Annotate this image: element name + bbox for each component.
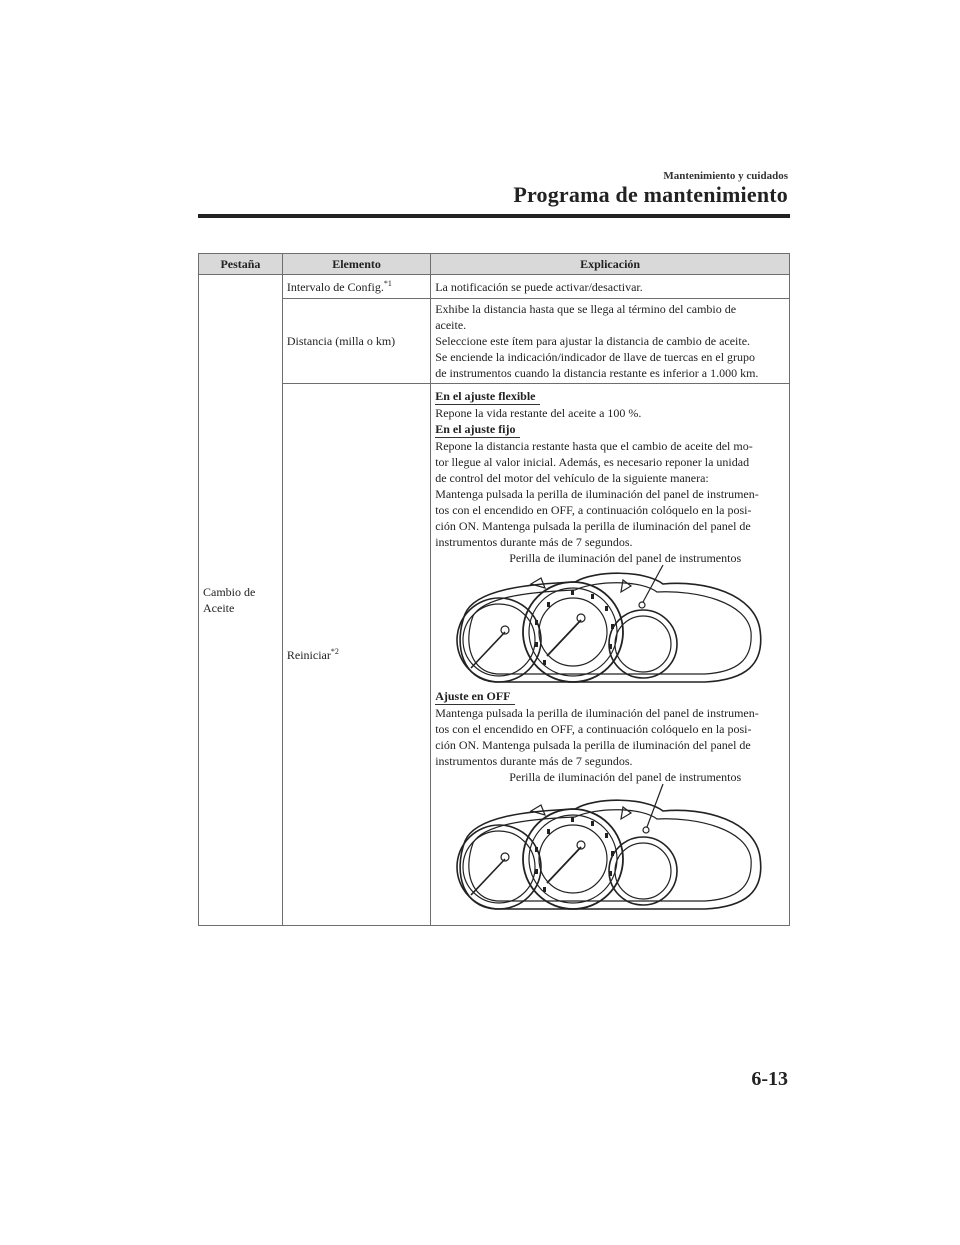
footnote-mark: *2 [330,646,339,656]
header-item: Elemento [282,254,430,275]
explanation-line: aceite. [435,318,467,332]
section-label: Mantenimiento y cuidados [663,170,788,182]
item-label: Distancia (milla o km) [286,334,396,348]
table-row [199,384,790,926]
explanation-line: Repone la vida restante del aceite a 100 %. [435,406,642,420]
table-header-row [199,254,790,275]
header-explanation: Explicación [431,254,790,275]
header-tab: Pestaña [199,254,283,275]
explanation-line: Se enciende la indicación/indicador de llave de tuercas en el grupo [435,350,756,364]
item-label: Intervalo de Config. [286,279,384,294]
item-cell [282,275,430,299]
item-label: Reiniciar [286,647,331,662]
page-title: Programa de mantenimiento [513,182,788,207]
explanation-line: ción ON. Mantenga pulsada la perilla de iluminación del panel de [435,519,751,533]
callout-label: Perilla de iluminación del panel de instrumentos [509,770,742,784]
instrument-cluster-illustration [435,769,785,915]
tab-name: Cambio de Aceite [203,585,256,615]
explanation-line: instrumentos durante más de 7 segundos. [435,754,633,768]
table-row [199,299,790,384]
page-number: 6-13 [751,1068,788,1090]
explanation-line: Seleccione este ítem para ajustar la distancia de cambio de aceite. [435,334,751,348]
item-cell [282,384,430,926]
maintenance-table [198,253,790,926]
tab-cell [199,275,283,926]
explanation-cell [431,275,790,299]
explanation-line: Repone la distancia restante hasta que el cambio de aceite del mo- [435,439,753,453]
instrument-cluster-illustration [435,550,785,688]
explanation-line: Exhibe la distancia hasta que se llega al término del cambio de [435,302,737,316]
explanation-line: tos con el encendido en OFF, a continuación colóquelo en la posi- [435,722,752,736]
explanation-line: Mantenga pulsada la perilla de iluminación del panel de instrumen- [435,487,759,501]
instrument-cluster-diagram [435,769,785,915]
explanation-line: La notificación se puede activar/desactivar. [435,279,643,294]
table-row [199,275,790,299]
header-rule [198,214,790,218]
explanation-cell [431,384,790,926]
subheading-fixed: En el ajuste fijo [435,422,519,438]
explanation-line: ción ON. Mantenga pulsada la perilla de iluminación del panel de [435,738,751,752]
explanation-line: Mantenga pulsada la perilla de iluminación del panel de instrumen- [435,706,759,720]
explanation-line: instrumentos durante más de 7 segundos. [435,535,633,549]
subheading-flexible: En el ajuste flexible [435,389,539,405]
explanation-cell [431,299,790,384]
explanation-line: de control del motor del vehículo de la siguiente manera: [435,471,709,485]
footnote-mark: *1 [383,278,392,288]
item-cell [282,299,430,384]
explanation-line: de instrumentos cuando la distancia restante es inferior a 1.000 km. [435,366,759,380]
explanation-line: tor llegue al valor inicial. Además, es necesario reponer la unidad [435,455,750,469]
explanation-line: tos con el encendido en OFF, a continuación colóquelo en la posi- [435,503,752,517]
instrument-cluster-diagram [435,550,785,688]
callout-label: Perilla de iluminación del panel de instrumentos [509,551,742,565]
subheading-off: Ajuste en OFF [435,689,514,705]
